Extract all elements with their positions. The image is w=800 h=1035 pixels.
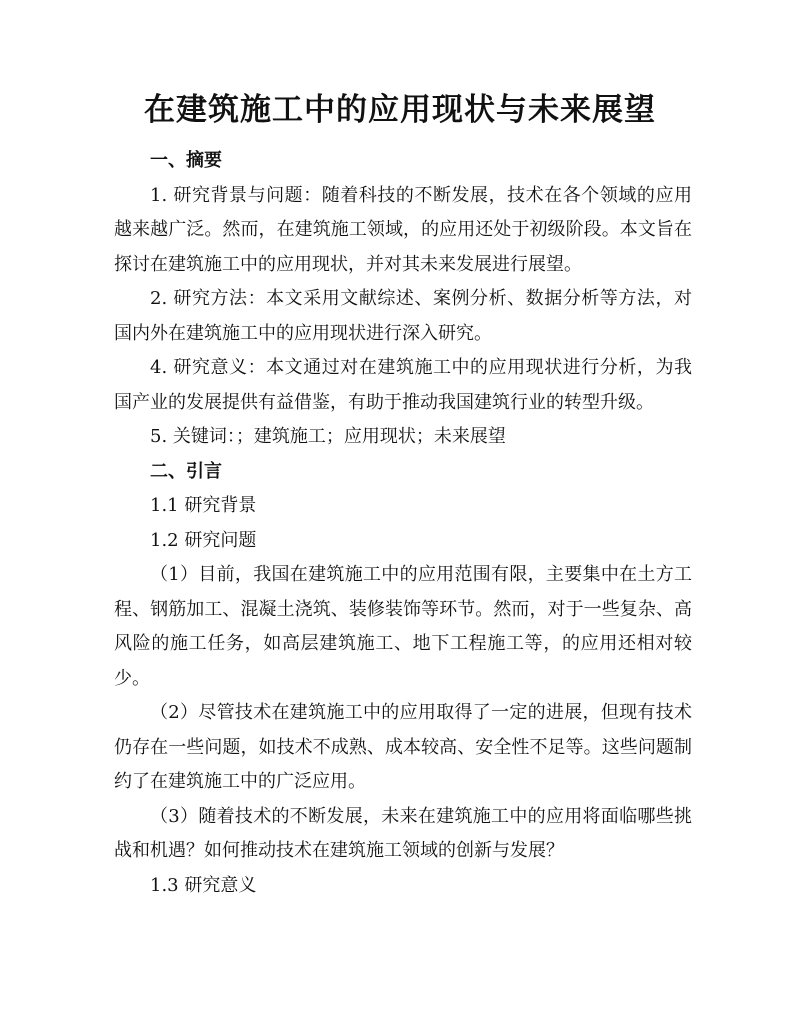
subsection-1-2: 1.2 研究问题 bbox=[150, 529, 257, 551]
document-body bbox=[114, 144, 692, 903]
subsection-1-3: 1.3 研究意义 bbox=[150, 874, 257, 896]
abstract-paragraph-3: 4. 研究意义：本文通过对在建筑施工中的应用现状进行分析，为我国产业的发展提供有益借鉴，有助于推动我国建筑行业的转型升级。 bbox=[114, 357, 692, 413]
abstract-keywords: 5. 关键词：；建筑施工；应用现状；未来展望 bbox=[150, 426, 506, 447]
abstract-paragraph-2: 2. 研究方法：本文采用文献综述、案例分析、数据分析等方法，对国内外在建筑施工中的应用现状进行深入研究。 bbox=[114, 288, 692, 344]
question-1: （1）目前，我国在建筑施工中的应用范围有限，主要集中在土方工程、钢筋加工、混凝土浇筑、装修装饰等环节。然而，对于一些复杂、高风险的施工任务，如高层建筑施工、地下工程施工等，的应用还相对较少。 bbox=[114, 564, 692, 689]
abstract-heading: 一、摘要 bbox=[150, 150, 222, 171]
abstract-paragraph-1: 1. 研究背景与问题：随着科技的不断发展，技术在各个领域的应用越来越广泛。然而，在建筑施工领域，的应用还处于初级阶段。本文旨在探讨在建筑施工中的应用现状，并对其未来发展进行展望。 bbox=[114, 184, 692, 275]
intro-heading: 二、引言 bbox=[150, 460, 222, 482]
question-2: （2）尽管技术在建筑施工中的应用取得了一定的进展，但现有技术仍存在一些问题，如技术不成熟、成本较高、安全性不足等。这些问题制约了在建筑施工中的广泛应用。 bbox=[114, 702, 692, 792]
document-title: 在建筑施工中的应用现状与未来展望 bbox=[144, 92, 656, 128]
subsection-1-1: 1.1 研究背景 bbox=[150, 495, 257, 516]
question-3: （3）随着技术的不断发展，未来在建筑施工中的应用将面临哪些挑战和机遇？如何推动技术在建筑施工领域的创新与发展？ bbox=[114, 805, 692, 861]
